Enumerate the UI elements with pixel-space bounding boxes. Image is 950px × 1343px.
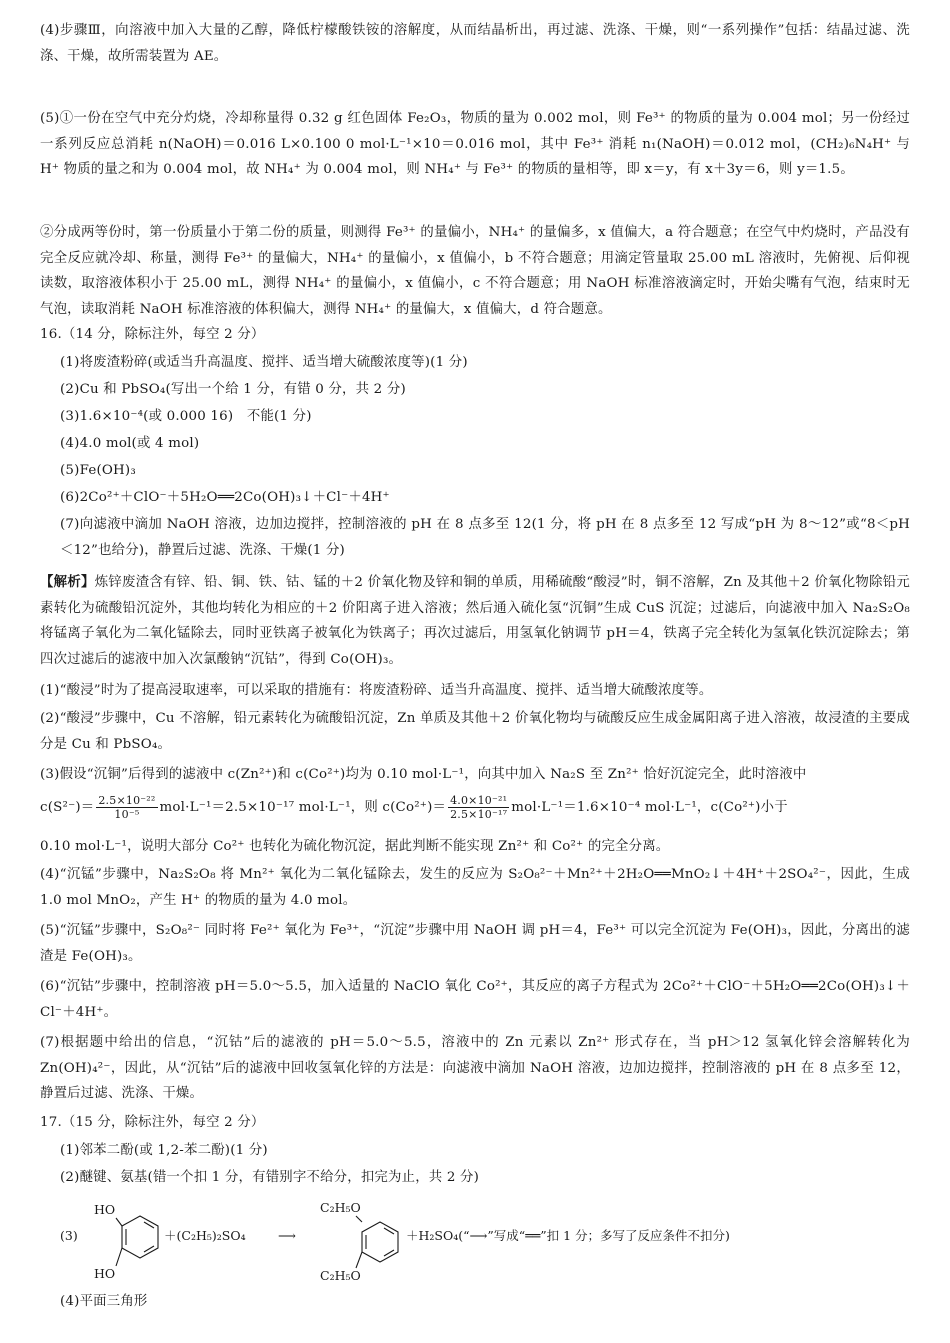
product-ethoxy-top: C₂H₅O (320, 1200, 361, 1215)
explanation-3-conclusion: 0.10 mol·L⁻¹，说明大部分 Co²⁺ 也转化为硫化物沉淀，据此判断不能实现 Zn²⁺ 和 Co²⁺ 的完全分离。 (40, 839, 670, 854)
catechol-oh-bottom: HO (94, 1266, 116, 1281)
part5-1-explanation: (5)①一份在空气中充分灼烧，冷却称量得 0.32 g 红色固体 Fe₂O₃，物质的量为 0.002 mol，则 Fe³⁺ 的物质的量为 0.004 mol；另一份经过一系列反应总消耗 n(NaOH)＝0.016 L×0.100 0 mol·L⁻¹×10＝0.016 mol，其中 Fe³⁺ 消耗 n₁(NaOH)＝0.012 mol，(CH₂)₆N₄H⁺ 与 H⁺ 物质的量之和为 0.004 mol，故 NH₄⁺ 为 0.004 mol，则 NH₄⁺ 与 Fe³⁺ 的物质的量相等，即 x＝y，有 x＋3y＝6，则 y＝1.5。 (40, 111, 910, 177)
answer-16-7: (7)向滤液中滴加 NaOH 溶液，边加边搅拌，控制溶液的 pH 在 8 点多至 12(1 分，将 pH 在 8 点多至 12 写成“pH 为 8～12”或“8＜pH＜12”也给分)，静置后过滤、洗涤、干燥(1 分) (60, 517, 910, 558)
answer-16-2: (2)Cu 和 PbSO₄(写出一个给 1 分，有错 0 分，共 2 分) (60, 382, 406, 397)
explanation-2: (2)“酸浸”步骤中，Cu 不溶解，铅元素转化为硫酸铅沉淀，Zn 单质及其他＋2 价氧化物均与硫酸反应生成金属阳离子进入溶液，故浸渣的主要成分是 Cu 和 PbSO₄。 (40, 711, 910, 752)
answer-17-1: (1)邻苯二酚(或 1,2-苯二酚)(1 分) (60, 1143, 268, 1158)
calc-prefix: c(S²⁻)＝ (40, 800, 95, 815)
product-ring-structure (356, 1216, 398, 1268)
reaction-arrow: ⟶ (278, 1228, 296, 1243)
reagent-diethyl-sulfate: ＋(C₂H₅)₂SO₄ (164, 1228, 246, 1243)
step-iii-explanation: (4)步骤Ⅲ，向溶液中加入大量的乙醇，降低柠檬酸铁铵的溶解度，从而结晶析出，再过滤、洗涤、干燥，则“一系列操作”包括：结晶过滤、洗涤、干燥，故所需装置为 AE。 (40, 23, 910, 64)
answer-17-2: (2)醚键、氨基(错一个扣 1 分，有错别字不给分，扣完为止，共 2 分) (60, 1170, 480, 1185)
fraction-s2-denominator: 10⁻⁵ (114, 808, 140, 821)
explanation-4: (4)“沉锰”步骤中，Na₂S₂O₈ 将 Mn²⁺ 氧化为二氧化锰除去，发生的反应为 S₂O₈²⁻＋Mn²⁺＋2H₂O══MnO₂↓＋4H⁺＋2SO₄²⁻，因此，生成 1.0 mol MnO₂，产生 H⁺ 的物质的量为 4.0 mol。 (40, 867, 910, 908)
question-16-header: 16.（14 分，除标注外，每空 2 分） (40, 327, 265, 342)
analysis-label: 【解析】 (40, 575, 95, 590)
explanation-3-calc (40, 794, 910, 821)
answer-17-4: (4)平面三角形 (60, 1294, 148, 1309)
fraction-s2-numerator: 2.5×10⁻²² (98, 794, 156, 807)
calc-suffix: mol·L⁻¹＝1.6×10⁻⁴ mol·L⁻¹，c(Co²⁺)小于 (511, 800, 788, 815)
catechol-oh-top: HO (94, 1202, 116, 1217)
answer-16-4: (4)4.0 mol(或 4 mol) (60, 436, 200, 451)
byproduct-and-note: ＋H₂SO₄(“⟶”写成“══”扣 1 分；多写了反应条件不扣分) (406, 1228, 730, 1243)
explanation-3-intro: (3)假设“沉铜”后得到的滤液中 c(Zn²⁺)和 c(Co²⁺)均为 0.10 mol·L⁻¹，向其中加入 Na₂S 至 Zn²⁺ 恰好沉淀完全，此时溶液中 (40, 767, 807, 782)
answer-16-6: (6)2Co²⁺＋ClO⁻＋5H₂O══2Co(OH)₃↓＋Cl⁻＋4H⁺ (60, 490, 390, 505)
analysis-text: 炼锌废渣含有锌、铅、铜、铁、钴、锰的＋2 价氧化物及锌和铜的单质，用稀硫酸“酸浸”时，铜不溶解，Zn 及其他＋2 价氧化物除铅元素转化为硫酸铅沉淀外，其他均转化为相应的＋2 价阳离子进入溶液；然后通入硫化氢“沉铜”生成 CuS 沉淀；过滤后，向滤液中加入 Na₂S₂O₈ 将锰离子氧化为二氧化锰除去，同时亚铁离子被氧化为铁离子；再次过滤后，用氢氧化钠调节 pH＝4，铁离子完全转化为氢氧化铁沉淀除去；第四次过滤后的滤液中加入次氯酸钠“沉钴”，得到 Co(OH)₃。 (40, 575, 910, 667)
catechol-ring-structure (116, 1216, 158, 1266)
answer-17-3-number: (3) (60, 1228, 78, 1243)
explanation-1: (1)“酸浸”时为了提高浸取速率，可以采取的措施有：将废渣粉碎、适当升高温度、搅拌、适当增大硫酸浓度等。 (40, 683, 713, 698)
analysis-paragraph (40, 570, 910, 672)
explanation-5: (5)“沉锰”步骤中，S₂O₈²⁻ 同时将 Fe²⁺ 氧化为 Fe³⁺，“沉淀”步骤中用 NaOH 调 pH＝4，Fe³⁺ 可以完全沉淀为 Fe(OH)₃，因此，分离出的滤渣是 Fe(OH)₃。 (40, 923, 910, 964)
answer-16-1: (1)将废渣粉碎(或适当升高温度、搅拌、适当增大硫酸浓度等)(1 分) (60, 355, 468, 370)
reaction-equation-17-3 (60, 1192, 910, 1292)
explanation-6: (6)“沉钴”步骤中，控制溶液 pH＝5.0～5.5，加入适量的 NaClO 氧化 Co²⁺，其反应的离子方程式为 2Co²⁺＋ClO⁻＋5H₂O══2Co(OH)₃↓＋Cl⁻＋4H⁺。 (40, 979, 910, 1020)
calc-middle: mol·L⁻¹＝2.5×10⁻¹⁷ mol·L⁻¹，则 c(Co²⁺)＝ (159, 800, 447, 815)
product-ethoxy-bottom: C₂H₅O (320, 1268, 361, 1283)
part5-2-explanation: ②分成两等份时，第一份质量小于第二份的质量，则测得 Fe³⁺ 的量偏小，NH₄⁺ 的量偏多，x 值偏大，a 符合题意；在空气中灼烧时，产品没有完全反应就冷却、称量，测得 Fe³⁺ 的量偏大，NH₄⁺ 的量偏小，x 值偏小，b 不符合题意；用滴定管量取 25.00 mL 溶液时，先俯视、后仰视读数，取溶液体积小于 25.00 mL，测得 NH₄⁺ 的量偏小，x 值偏小，c 不符合题意；用 NaOH 标准溶液滴定时，开始尖嘴有气泡，结束时无气泡，读取消耗 NaOH 标准溶液的体积偏大，测得 NH₄⁺ 的量偏大，x 值偏大，d 符合题意。 (40, 225, 910, 317)
answer-16-5: (5)Fe(OH)₃ (60, 463, 136, 478)
fraction-co2-denominator: 2.5×10⁻¹⁷ (450, 808, 508, 821)
answer-16-3: (3)1.6×10⁻⁴(或 0.000 16) 不能(1 分) (60, 409, 312, 424)
fraction-co2 (448, 794, 509, 821)
fraction-s2 (96, 794, 157, 821)
question-17-header: 17.（15 分，除标注外，每空 2 分） (40, 1115, 265, 1130)
fraction-co2-numerator: 4.0×10⁻²¹ (450, 794, 508, 807)
explanation-7: (7)根据题中给出的信息，“沉钴”后的滤液的 pH＝5.0～5.5，溶液中的 Zn 元素以 Zn²⁺ 形式存在，当 pH＞12 氢氧化锌会溶解转化为 Zn(OH)₄²⁻，因此，从“沉钴”后的滤液中回收氢氧化锌的方法是：向滤液中滴加 NaOH 溶液，边加边搅拌，控制溶液的 pH 在 8 点多至 12，静置后过滤、洗涤、干燥。 (40, 1035, 910, 1101)
